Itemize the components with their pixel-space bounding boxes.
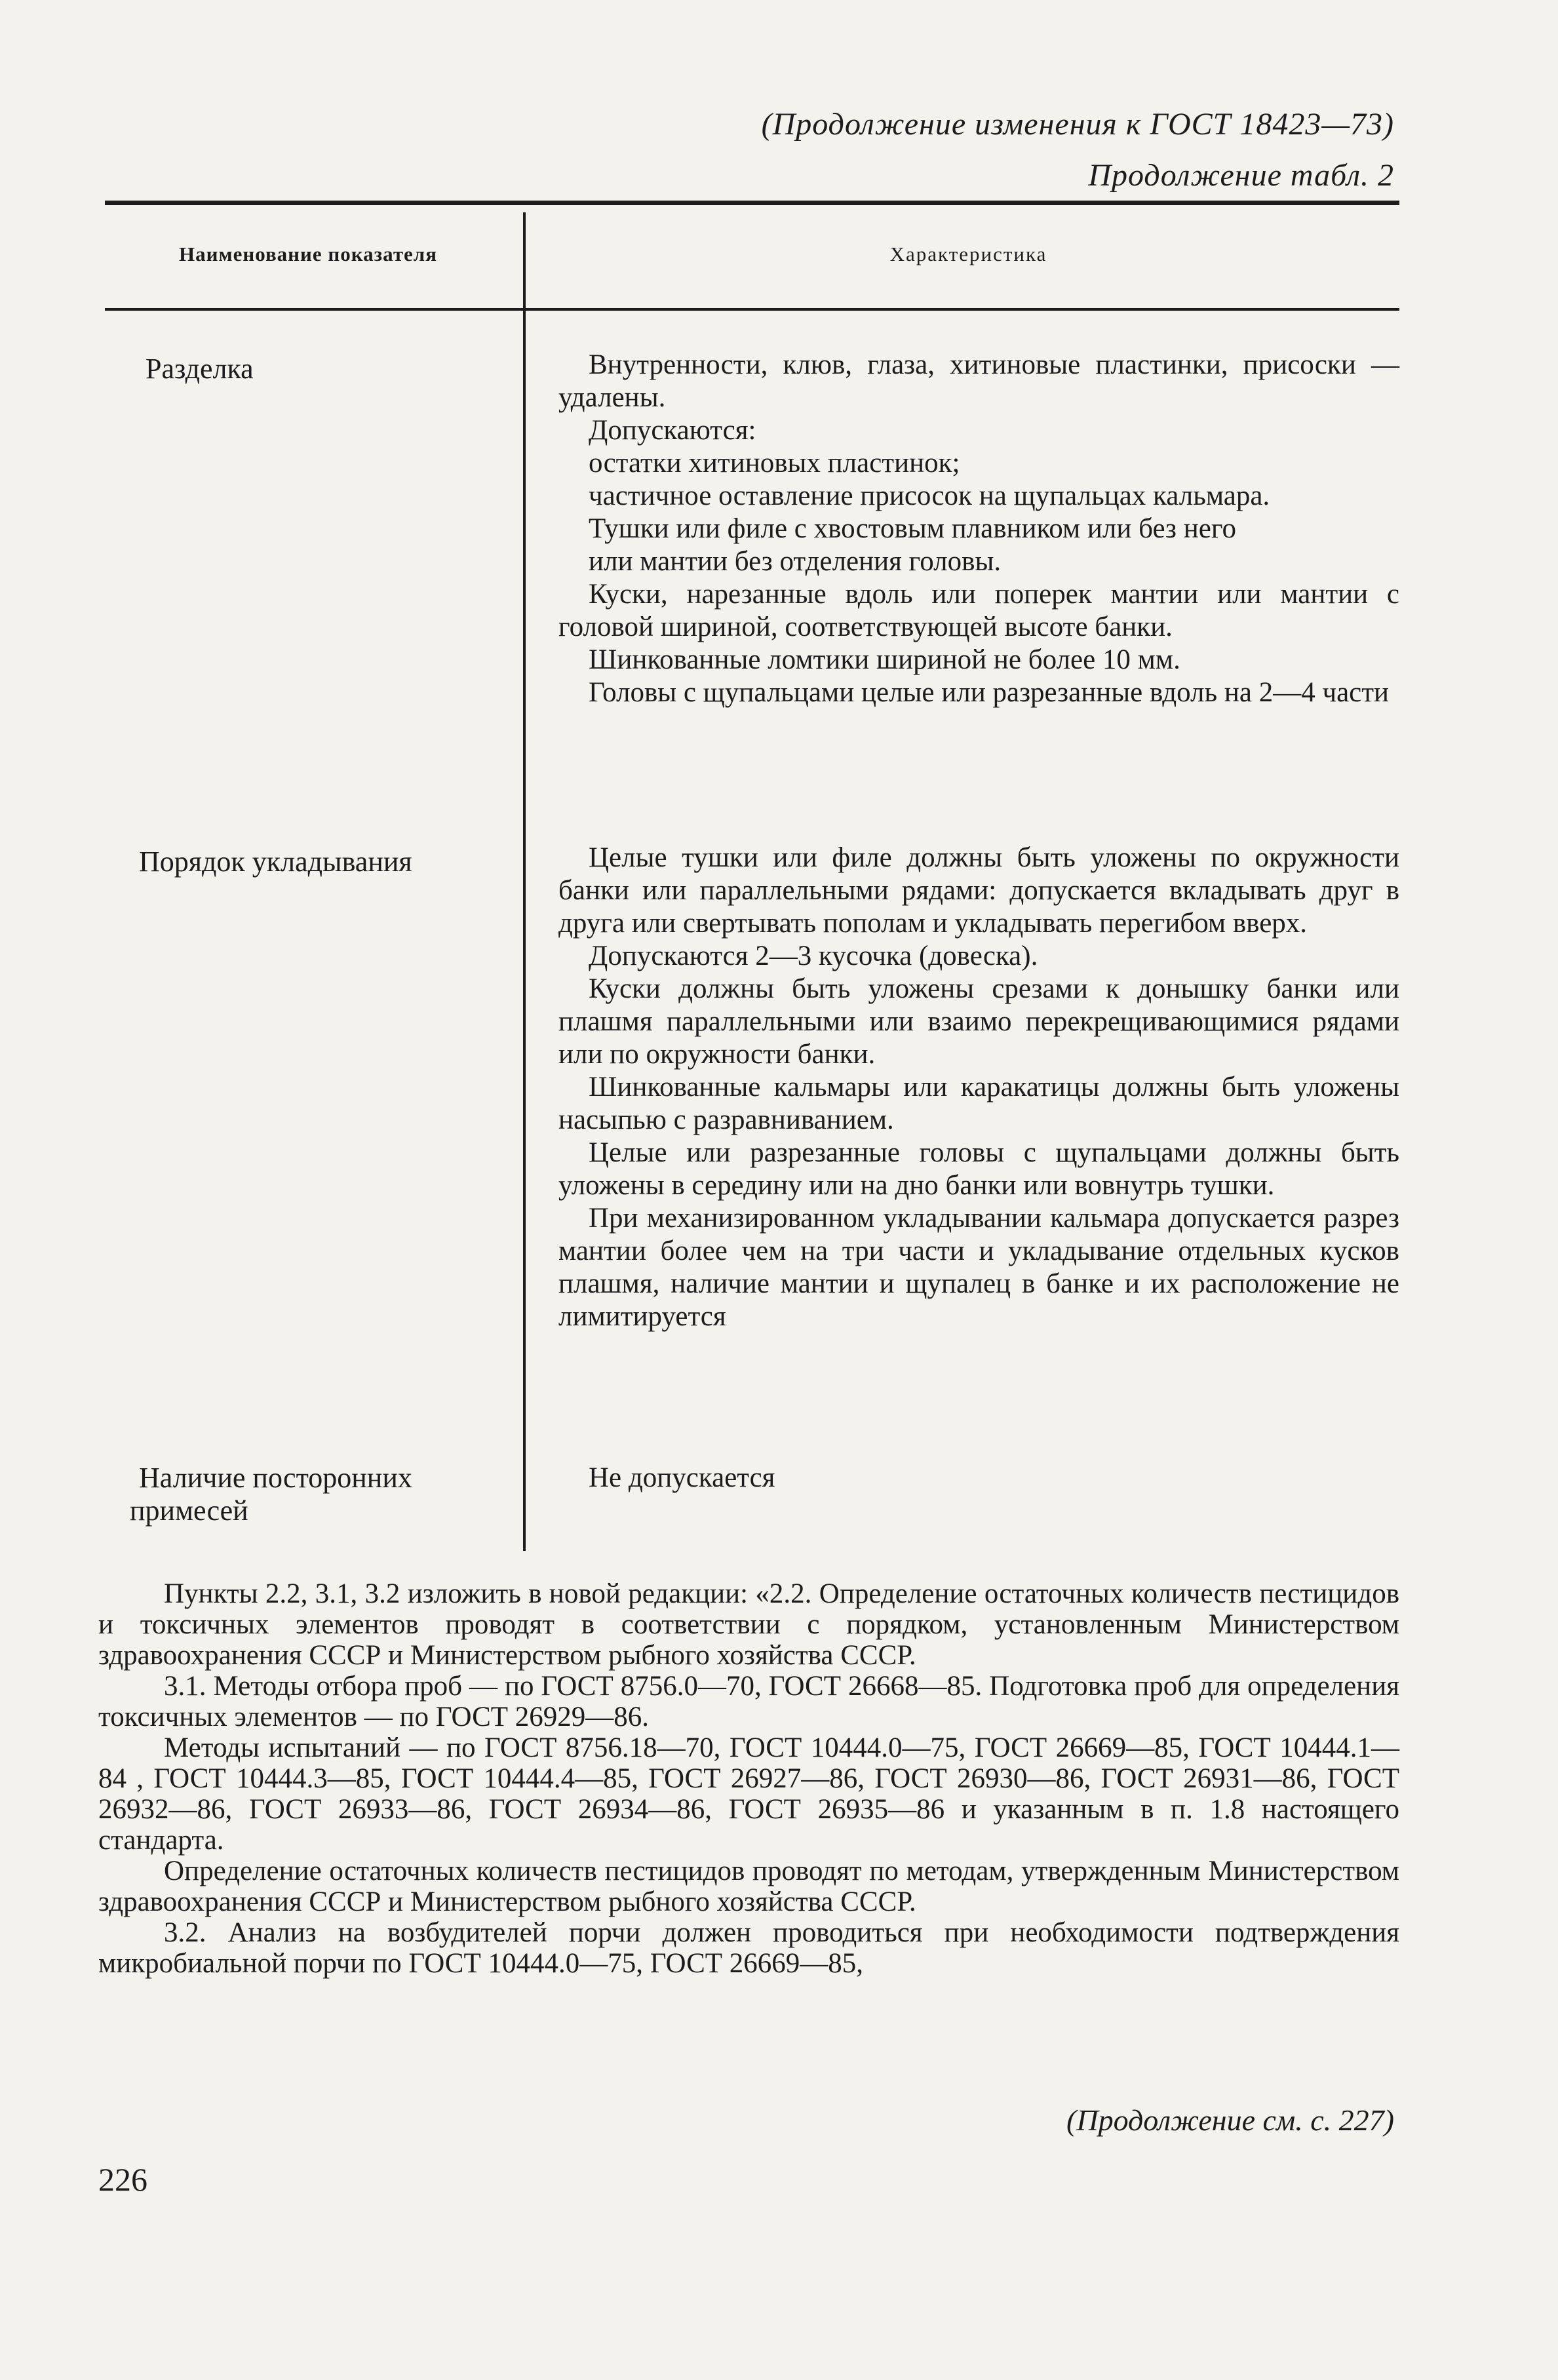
body-paragraph: 3.1. Методы отбора проб — по ГОСТ 8756.0—70, ГОСТ 26668—85. Подготовка проб для определения токсичных элементов — по ГОСТ 26929—86. <box>98 1671 1399 1732</box>
char-paragraph: Тушки или филе с хвостовым плавником или без него <box>589 513 1236 544</box>
row-indicator-poryadok: Порядок укладывания <box>139 846 412 878</box>
body-paragraph: 3.2. Анализ на возбудителей порчи должен проводиться при необходимости подтверждения микробиальной порчи по ГОСТ 10444.0—75, ГОСТ 26669—85, <box>98 1917 1399 1979</box>
table-top-rule <box>105 201 1399 205</box>
char-paragraph: частичное оставление присосок на щупальцах кальмара. <box>589 480 1270 511</box>
char-paragraph: Куски, нарезанные вдоль или поперек мантии или мантии с головой шириной, соответствующей высоте банки. <box>558 579 1399 642</box>
indicator-line: Наличие посторонних <box>139 1462 412 1494</box>
char-paragraph: Куски должны быть уложены срезами к донышку банки или плашмя параллельными или взаимо перекрещивающимися рядами или по окружности банки. <box>558 973 1399 1070</box>
char-paragraph: Целые или разрезанные головы с щупальцами должны быть уложены в середину или на дно банки или вовнутрь тушки. <box>558 1137 1399 1201</box>
char-paragraph: Допускаются: <box>589 415 756 446</box>
char-paragraph: Внутренности, клюв, глаза, хитиновые пластинки, присоски — удалены. <box>558 349 1399 413</box>
table-header-rule <box>105 308 1399 311</box>
row-characteristic-poryadok <box>558 842 1399 1333</box>
row-characteristic-razdelka <box>558 349 1399 709</box>
char-paragraph: При механизированном укладывании кальмара допускается разрез мантии более чем на три части и укладывание отдельных кусков плашмя, наличие мантии и щупалец в банке и их расположение не лимитируется <box>558 1203 1399 1332</box>
char-paragraph: Не допускается <box>589 1462 775 1493</box>
body-paragraph: Пункты 2.2, 3.1, 3.2 изложить в новой редакции: «2.2. Определение остаточных количеств пестицидов и токсичных элементов проводят в соответствии с порядком, установленным Министерством здравоохранения СССР и Министерством рыбного хозяйства СССР. <box>98 1578 1399 1671</box>
char-paragraph: Допускаются 2—3 кусочка (довеска). <box>589 941 1038 971</box>
indicator-line: примесей <box>130 1494 248 1527</box>
body-paragraph: Методы испытаний — по ГОСТ 8756.18—70, ГОСТ 10444.0—75, ГОСТ 26669—85, ГОСТ 10444.1—84 , ГОСТ 10444.3—85, ГОСТ 10444.4—85, ГОСТ 26927—86, ГОСТ 26930—86, ГОСТ 26931—86, ГОСТ 26932—86, ГОСТ 26933—86, ГОСТ 26934—86, ГОСТ 26935—86 и указанным в п. 1.8 настоящего стандарта. <box>98 1732 1399 1856</box>
char-paragraph: или мантии без отделения головы. <box>589 546 1002 577</box>
row-indicator-nalichie <box>130 1462 412 1527</box>
char-paragraph: остатки хитиновых пластинок; <box>589 448 960 478</box>
char-paragraph: Шинкованные ломтики шириной не более 10 мм. <box>589 644 1180 675</box>
row-characteristic-nalichie <box>558 1462 1399 1494</box>
table-continuation-label: Продолжение табл. 2 <box>1088 158 1394 193</box>
column-header-indicator: Наименование показателя <box>179 243 437 265</box>
row-indicator-razdelka: Разделка <box>146 353 254 385</box>
continuation-title: (Продолжение изменения к ГОСТ 18423—73) <box>761 107 1394 142</box>
continuation-note: (Продолжение см. с. 227) <box>1066 2103 1394 2137</box>
body-paragraph: Определение остаточных количеств пестицидов проводят по методам, утвержденным Министерством здравоохранения СССР и Министерством рыбного хозяйства СССР. <box>98 1856 1399 1917</box>
char-paragraph: Головы с щупальцами целые или разрезанные вдоль на 2—4 части <box>589 677 1390 708</box>
table-column-divider <box>523 212 526 1551</box>
amendment-text <box>98 1578 1399 1979</box>
page-number: 226 <box>98 2161 147 2198</box>
column-header-characteristic: Характеристика <box>889 243 1047 265</box>
char-paragraph: Целые тушки или филе должны быть уложены по окружности банки или параллельными рядами: допускается вкладывать друг в друга или свертывать пополам и укладывать перегибом вверх. <box>558 842 1399 939</box>
char-paragraph: Шинкованные кальмары или каракатицы должны быть уложены насыпью с разравниванием. <box>558 1072 1399 1135</box>
